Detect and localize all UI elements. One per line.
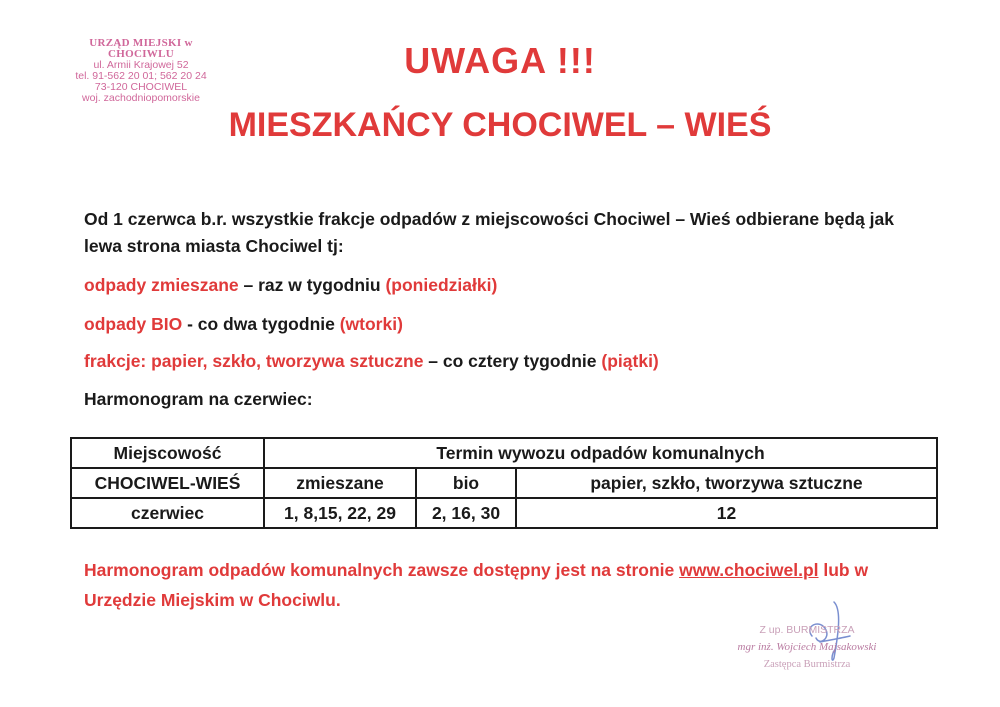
recycling-header: papier, szkło, tworzywa sztuczne (516, 468, 937, 498)
stamp-address: ul. Armii Krajowej 52 (93, 59, 189, 71)
rule-recycling-type: frakcje: papier, szkło, tworzywa sztuczne (84, 351, 424, 371)
rule-recycling-day: (piątki) (601, 351, 659, 371)
stamp-phone: tel. 91-562 20 01; 562 20 24 (75, 70, 207, 82)
notice-title: UWAGA !!! (404, 40, 596, 81)
rule-bio (84, 314, 403, 335)
location-cell: CHOCIWEL-WIEŚ (71, 468, 264, 498)
mixed-days-cell: 1, 8,15, 22, 29 (264, 498, 416, 528)
col-term-header: Termin wywozu odpadów komunalnych (264, 438, 937, 468)
signature-role: Zastępca Burmistrza (763, 659, 851, 670)
col-location-header: Miejscowość (71, 438, 264, 468)
rule-recycling (84, 351, 659, 372)
stamp-region: woj. zachodniopomorskie (82, 92, 200, 104)
footer-text-end: lub w Urzędzie Miejskim w Chociwlu. (84, 560, 869, 610)
intro-paragraph: Od 1 czerwca b.r. wszystkie frakcje odpadów z miejscowości Chociwel – Wieś odbierane będą jak lewa strona miasta Chociwel tj: (84, 209, 894, 256)
signature-authority: Z up. BURMISTRZA (759, 624, 855, 636)
table-header-row (71, 438, 937, 468)
stamp-postcode: 73-120 CHOCIWEL (94, 81, 188, 93)
rule-bio-frequency: - co dwa tygodnie (182, 314, 340, 334)
signature-stamp (722, 622, 892, 673)
recycling-days-cell: 12 (516, 498, 937, 528)
table-row (71, 498, 937, 528)
mixed-header: zmieszane (264, 468, 416, 498)
bio-days-cell: 2, 16, 30 (416, 498, 516, 528)
rule-bio-day: (wtorki) (339, 314, 403, 334)
stamp-title: URZĄD MIEJSKI w CHOCIWLU (89, 37, 193, 60)
rule-mixed-frequency: – raz w tygodniu (238, 275, 386, 295)
rule-mixed-day: (poniedziałki) (385, 275, 498, 295)
signature-name: mgr inż. Wojciech Majsakowski (737, 641, 877, 653)
bio-header: bio (416, 468, 516, 498)
rule-bio-type: odpady BIO (84, 314, 183, 334)
website-link[interactable]: www.chociwel.pl (679, 560, 819, 580)
schedule-heading: Harmonogram na czerwiec: (84, 389, 313, 409)
notice-subtitle: MIESZKAŃCY CHOCIWEL – WIEŚ (228, 106, 772, 144)
schedule-table (70, 437, 938, 529)
table-subheader-row (71, 468, 937, 498)
rule-mixed (84, 275, 497, 296)
footer-text: Harmonogram odpadów komunalnych zawsze dostępny jest na stronie (84, 560, 680, 580)
rule-recycling-frequency: – co cztery tygodnie (423, 351, 602, 371)
rule-mixed-type: odpady zmieszane (84, 275, 239, 295)
month-cell: czerwiec (71, 498, 264, 528)
